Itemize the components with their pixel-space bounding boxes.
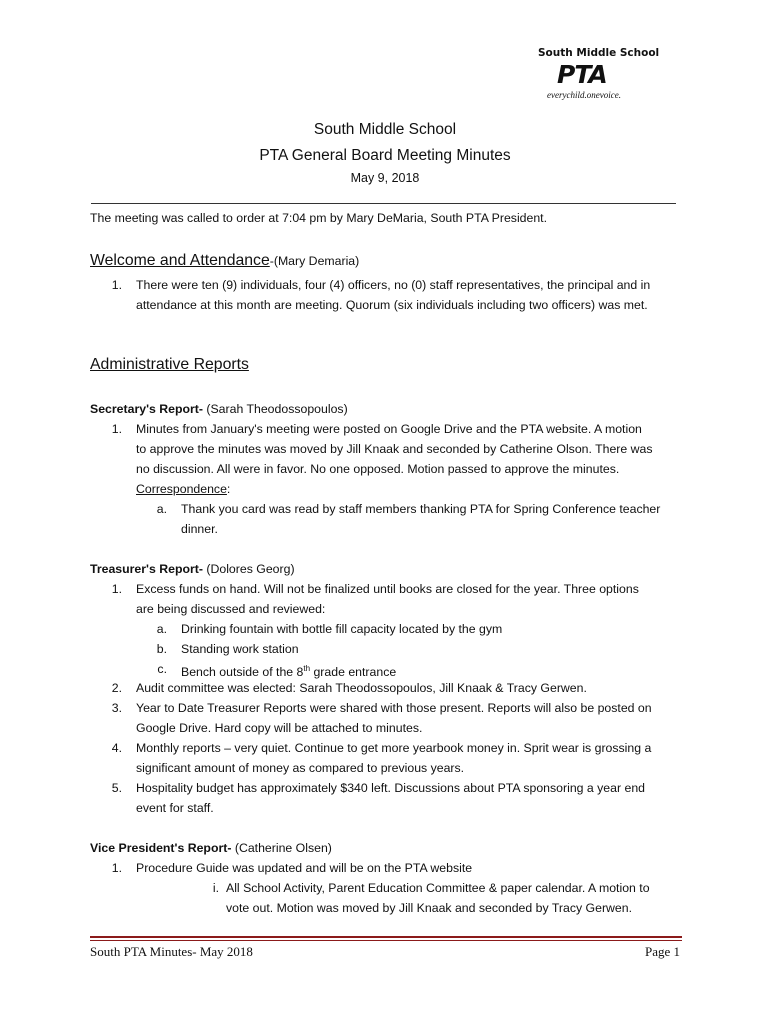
meeting-date: May 9, 2018: [350, 171, 420, 185]
treasurer-option-letter: c.: [157, 662, 167, 676]
document-subtitle: PTA General Board Meeting Minutes: [259, 147, 511, 164]
treasurer-item-line: Google Drive. Hard copy will be attached to minutes.: [136, 721, 423, 735]
welcome-section-heading: [90, 251, 359, 271]
vp-roman-number: i.: [212, 881, 219, 895]
secretary-by: (Sarah Theodossopoulos): [202, 402, 348, 416]
secretary-item-line: Minutes from January's meeting were posted on Google Drive and the PTA website. A motion: [136, 422, 642, 436]
correspondence-sub-letter: a.: [156, 502, 167, 516]
option-c-text: Bench outside of the 8: [181, 665, 304, 680]
footer-rule-thin: [90, 940, 682, 941]
treasurer-item-number: 2.: [111, 681, 122, 695]
option-c-text-end: grade entrance: [310, 665, 397, 680]
correspondence-text: Correspondence: [136, 482, 227, 496]
footer-rule: [90, 936, 682, 938]
treasurer-item-line: event for staff.: [136, 801, 214, 815]
header-divider: [91, 203, 676, 204]
secretary-item-number: 1.: [111, 422, 122, 436]
secretary-label: Secretary's Report-: [90, 402, 203, 416]
treasurer-item-number: 4.: [111, 741, 122, 755]
logo-tagline: everychild.onevoice.: [547, 90, 621, 100]
welcome-by: -(Mary Demaria): [269, 254, 360, 268]
treasurer-option: Drinking fountain with bottle fill capacity located by the gym: [181, 622, 503, 636]
treasurer-option-letter: a.: [156, 622, 167, 636]
vp-item-number: 1.: [111, 861, 122, 875]
treasurer-item-line: Audit committee was elected: Sarah Theodossopoulos, Jill Knaak & Tracy Gerwen.: [136, 681, 587, 695]
secretary-item-line: no discussion. All were in favor. No one opposed. Motion passed to approve the minutes.: [136, 462, 620, 476]
treasurer-item-line: Hospitality budget has approximately $340 left. Discussions about PTA sponsoring a year end: [136, 781, 646, 795]
intro-text: The meeting was called to order at 7:04 pm by Mary DeMaria, South PTA President.: [90, 211, 548, 225]
treasurer-option-letter: b.: [156, 642, 167, 656]
treasurer-by: (Dolores Georg): [202, 562, 295, 576]
welcome-item-line: There were ten (9) individuals, four (4) officers, no (0) staff representatives, the principal and in: [136, 278, 651, 292]
treasurer-item-line: Year to Date Treasurer Reports were shared with those present. Reports will also be posted on: [136, 701, 652, 715]
document-title: South Middle School: [313, 121, 457, 138]
footer-page-number: Page 1: [644, 944, 680, 959]
treasurer-item-number: 1.: [111, 582, 122, 596]
secretary-report-heading: [90, 399, 348, 419]
treasurer-item-line: Excess funds on hand. Will not be finalized until books are closed for the year. Three options: [136, 582, 639, 596]
vp-by: (Catherine Olsen): [231, 841, 332, 855]
correspondence-sub-line: Thank you card was read by staff members thanking PTA for Spring Conference teacher: [181, 502, 661, 516]
vp-report-heading: [90, 838, 332, 858]
welcome-item-line: attendance at this month are meeting. Quorum (six individuals including two officers) was met.: [136, 298, 648, 312]
footer-left: South PTA Minutes- May 2018: [90, 944, 253, 959]
correspondence-label: [136, 479, 230, 499]
logo-school-name: South Middle School: [538, 47, 660, 59]
vp-sub-line: All School Activity, Parent Education Committee & paper calendar. A motion to: [226, 881, 650, 895]
treasurer-item-line: are being discussed and reviewed:: [136, 602, 326, 616]
treasurer-option: Standing work station: [181, 642, 299, 656]
secretary-item-line: to approve the minutes was moved by Jill Knaak and seconded by Catherine Olson. There was: [136, 442, 653, 456]
treasurer-item-line: significant amount of money as compared to previous years.: [136, 761, 465, 775]
vp-label: Vice President's Report-: [90, 841, 232, 855]
treasurer-item-number: 5.: [111, 781, 122, 795]
welcome-item-number: 1.: [111, 278, 122, 292]
treasurer-report-heading: [90, 559, 295, 579]
vp-sub-line: vote out. Motion was moved by Jill Knaak and seconded by Tracy Gerwen.: [226, 901, 633, 915]
option-c-superscript: th: [303, 664, 311, 673]
welcome-heading: Welcome and Attendance: [90, 252, 270, 269]
treasurer-item-line: Monthly reports – very quiet. Continue to get more yearbook money in. Sprit wear is grossing a: [136, 741, 652, 755]
treasurer-item-number: 3.: [111, 701, 122, 715]
vp-item-line: Procedure Guide was updated and will be on the PTA website: [136, 861, 473, 875]
correspondence-sub-line: dinner.: [181, 522, 218, 536]
treasurer-label: Treasurer's Report-: [90, 562, 203, 576]
correspondence-colon: :: [226, 482, 231, 496]
logo-pta-wordmark: PTA: [557, 60, 607, 89]
admin-reports-heading: Administrative Reports: [90, 356, 249, 373]
